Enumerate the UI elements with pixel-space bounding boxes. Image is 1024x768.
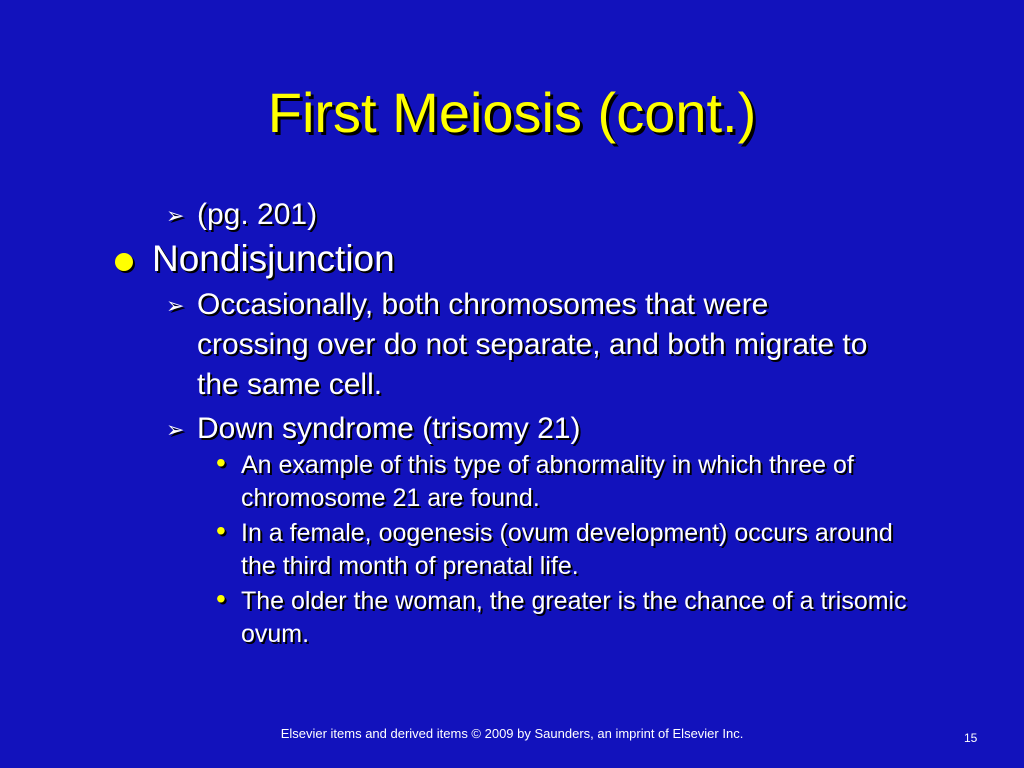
arrow-bullet-icon: ➢ [166,293,185,318]
circle-bullet-icon [115,253,133,271]
dot-bullet-icon: • [216,583,226,614]
sub-bullet-older-woman: The older the woman, the greater is the chance of a trisomic ovum. [241,587,907,648]
arrow-bullet-icon: ➢ [166,417,185,442]
dot-bullet-icon: • [216,515,226,546]
bullet-down-syndrome: Down syndrome (trisomy 21) [197,412,581,445]
page-number: 15 [964,731,978,745]
bullet-occasionally: Occasionally, both chromosomes that were crossing over do not separate, and both migrate to the same cell. [197,288,868,401]
bullet-nondisjunction: Nondisjunction [152,238,395,279]
sub-bullet-oogenesis: In a female, oogenesis (ovum development) occurs around the third month of prenatal life. [241,519,893,580]
sub-bullet-example: An example of this type of abnormality in which three of chromosome 21 are found. [241,451,854,512]
bullet-pg-ref: (pg. 201) [197,198,318,231]
dot-bullet-icon: • [216,447,226,478]
footer-copyright: Elsevier items and derived items © 2009 by Saunders, an imprint of Elsevier Inc. [280,726,744,741]
arrow-bullet-icon: ➢ [166,203,185,228]
slide-title: First Meiosis (cont.) [267,81,757,144]
